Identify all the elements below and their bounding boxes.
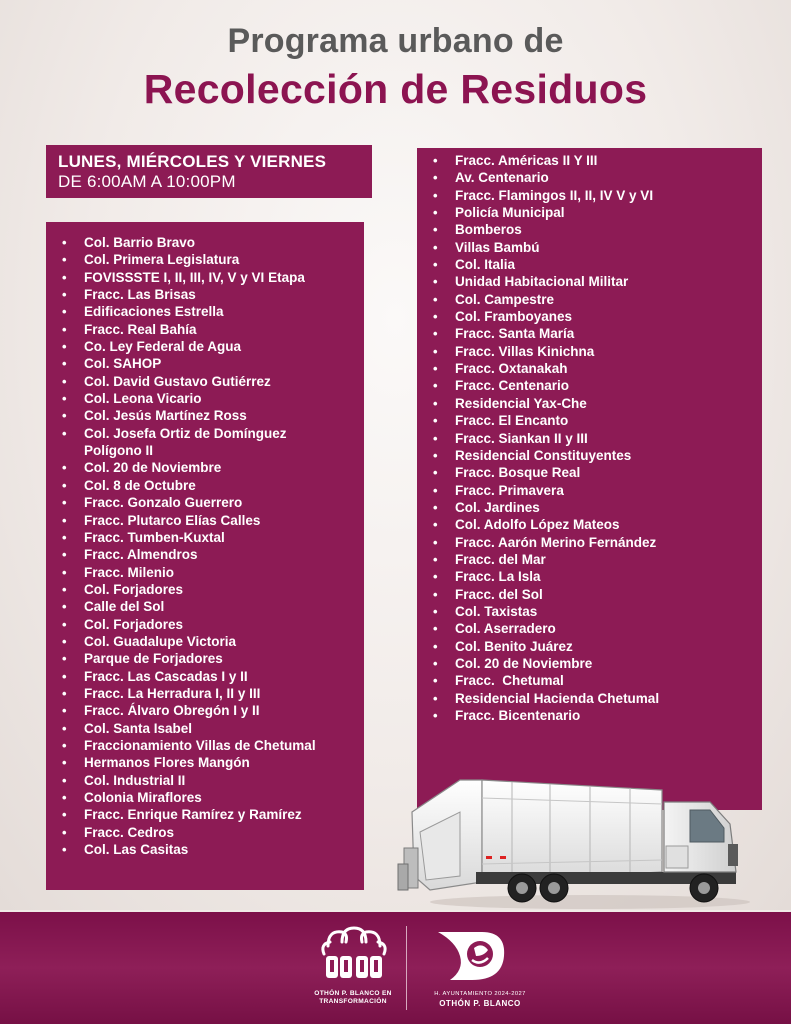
list-item: • Col. Barrio Bravo	[60, 234, 360, 251]
list-item: • Fracc. Siankan II y III	[431, 430, 757, 447]
list-item: • Fracc. Milenio	[60, 564, 360, 581]
list-item: • Col. Adolfo López Mateos	[431, 516, 757, 533]
list-item: • Col. 20 de Noviembre	[60, 459, 360, 476]
list-item: • Fracc. Las Cascadas I y II	[60, 668, 360, 685]
right-neighborhood-list	[431, 152, 757, 724]
list-item: • Fracc. Álvaro Obregón I y II	[60, 702, 360, 719]
logo1-caption-line2: TRANSFORMACIÓN	[319, 998, 387, 1005]
schedule-header	[46, 145, 372, 198]
list-item: • Col. Jesús Martínez Ross	[60, 407, 360, 424]
list-item: • Fracc. El Encanto	[431, 412, 757, 429]
logo2-caption-line1: H. AYUNTAMIENTO 2024-2027	[434, 991, 526, 997]
list-item: • Col. 8 de Octubre	[60, 477, 360, 494]
footer-divider	[406, 926, 407, 1010]
list-item: • Fracc. Gonzalo Guerrero	[60, 494, 360, 511]
list-item: • Fracc. Aarón Merino Fernández	[431, 534, 757, 551]
list-item: • Col. Guadalupe Victoria	[60, 633, 360, 650]
list-item: • FOVISSSTE I, II, III, IV, V y VI Etapa	[60, 269, 360, 286]
list-item: • Fracc. Bicentenario	[431, 707, 757, 724]
footer-band	[0, 912, 791, 1024]
schedule-hours: DE 6:00AM A 10:00PM	[58, 172, 236, 191]
list-item: • Residencial Yax-Che	[431, 395, 757, 412]
othon-p-blanco-en-transformacion-logo	[318, 924, 390, 986]
list-item: • Col. SAHOP	[60, 355, 360, 372]
list-item: • Fracc. Primavera	[431, 482, 757, 499]
logo1-caption-line1: OTHÓN P. BLANCO EN	[314, 990, 392, 997]
list-item: • Fracc. Almendros	[60, 546, 360, 563]
list-item: • Col. Taxistas	[431, 603, 757, 620]
list-item: • Col. Josefa Ortiz de Domínguez Polígono II	[60, 425, 360, 460]
list-item: • Fracc. Santa María	[431, 325, 757, 342]
list-item: • Fracc. Villas Kinichna	[431, 343, 757, 360]
list-item: • Fracc. Américas II Y III	[431, 152, 757, 169]
list-item: • Fracc. Enrique Ramírez y Ramírez	[60, 806, 360, 823]
list-item: • Col. Jardines	[431, 499, 757, 516]
ayuntamiento-othon-p-blanco-logo	[432, 926, 510, 986]
list-item: • Av. Centenario	[431, 169, 757, 186]
list-item: • Fracc. Cedros	[60, 824, 360, 841]
page-title-line2: Recolección de Residuos	[143, 66, 648, 112]
page-title-line1: Programa urbano de	[227, 22, 564, 60]
list-item: • Col. Benito Juárez	[431, 638, 757, 655]
list-item: • Fracc. Real Bahía	[60, 321, 360, 338]
list-item: • Fracc. La Isla	[431, 568, 757, 585]
list-item: • Calle del Sol	[60, 598, 360, 615]
list-item: • Bomberos	[431, 221, 757, 238]
list-item: • Col. Framboyanes	[431, 308, 757, 325]
list-item: • Fracc. La Herradura I, II y III	[60, 685, 360, 702]
list-item: • Col. Aserradero	[431, 620, 757, 637]
list-item: • Col. Primera Legislatura	[60, 251, 360, 268]
list-item: • Hermanos Flores Mangón	[60, 754, 360, 771]
logo2-caption-line2: OTHÓN P. BLANCO	[439, 999, 521, 1008]
garbage-truck-icon	[390, 772, 750, 912]
list-item: • Fracc. Tumben-Kuxtal	[60, 529, 360, 546]
list-item: • Policía Municipal	[431, 204, 757, 221]
schedule-days: LUNES, MIÉRCOLES Y VIERNES	[58, 152, 327, 171]
list-item: • Fracc. Plutarco Elías Calles	[60, 512, 360, 529]
list-item: • Col. Italia	[431, 256, 757, 273]
list-item: • Residencial Hacienda Chetumal	[431, 690, 757, 707]
list-item: • Unidad Habitacional Militar	[431, 273, 757, 290]
list-item: • Fracc. del Sol	[431, 586, 757, 603]
list-item: • Col. Forjadores	[60, 616, 360, 633]
list-item: • Co. Ley Federal de Agua	[60, 338, 360, 355]
list-item: • Col. 20 de Noviembre	[431, 655, 757, 672]
list-item: • Colonia Miraflores	[60, 789, 360, 806]
list-item: • Fracc. Oxtanakah	[431, 360, 757, 377]
list-item: • Fracc. Flamingos II, II, IV V y VI	[431, 187, 757, 204]
list-item: • Col. Santa Isabel	[60, 720, 360, 737]
right-list-panel	[417, 148, 762, 810]
list-item: • Villas Bambú	[431, 239, 757, 256]
list-item: • Col. David Gustavo Gutiérrez	[60, 373, 360, 390]
list-item: • Col. Campestre	[431, 291, 757, 308]
list-item: • Col. Leona Vicario	[60, 390, 360, 407]
list-item: • Col. Industrial II	[60, 772, 360, 789]
list-item: • Col. Forjadores	[60, 581, 360, 598]
left-neighborhood-list	[60, 234, 360, 858]
left-list-panel	[46, 222, 364, 890]
list-item: • Edificaciones Estrella	[60, 303, 360, 320]
list-item: • Fracc. Bosque Real	[431, 464, 757, 481]
list-item: • Fraccionamiento Villas de Chetumal	[60, 737, 360, 754]
list-item: • Fracc. Chetumal	[431, 672, 757, 689]
list-item: • Residencial Constituyentes	[431, 447, 757, 464]
list-item: • Parque de Forjadores	[60, 650, 360, 667]
list-item: • Fracc. del Mar	[431, 551, 757, 568]
list-item: • Fracc. Las Brisas	[60, 286, 360, 303]
logo1-caption	[286, 990, 420, 1006]
list-item: • Col. Las Casitas	[60, 841, 360, 858]
list-item: • Fracc. Centenario	[431, 377, 757, 394]
